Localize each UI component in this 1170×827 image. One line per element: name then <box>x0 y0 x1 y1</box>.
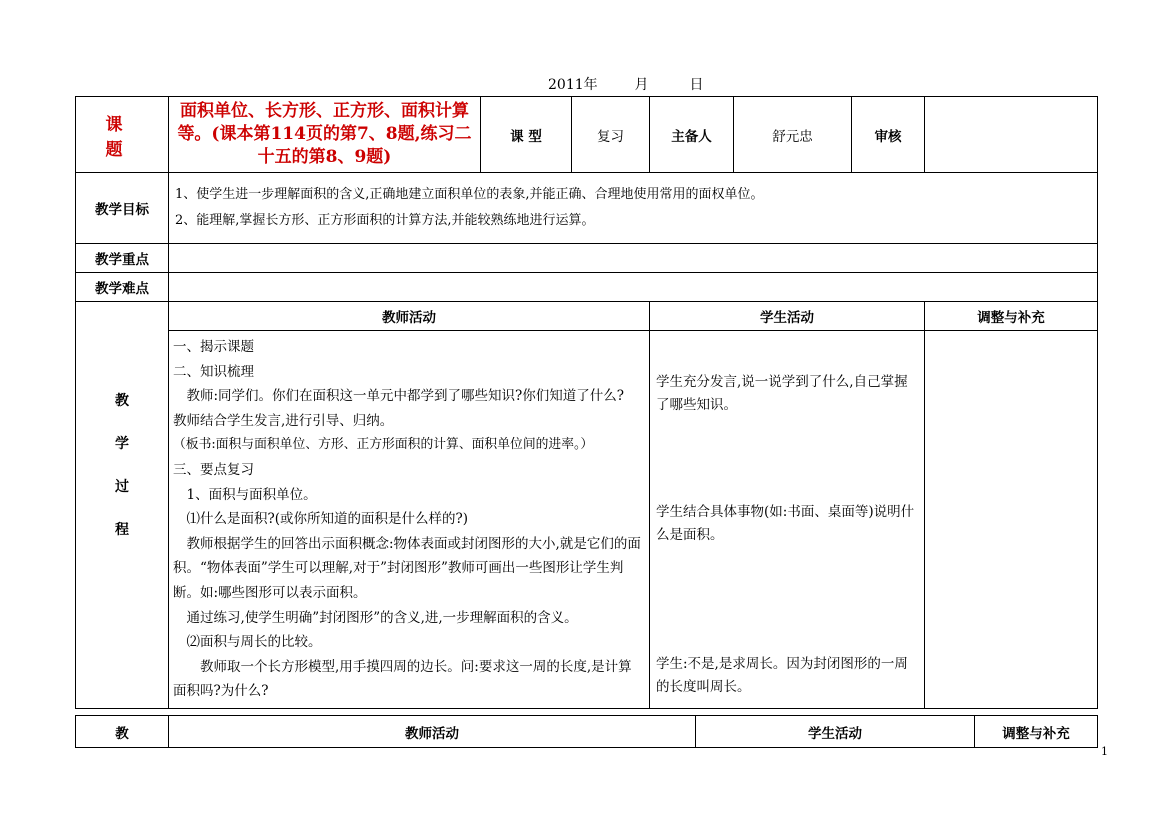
continuation-student-header: 学生活动 <box>696 716 975 748</box>
process-char: 教 <box>115 393 129 409</box>
student-activity-content <box>650 331 925 709</box>
process-char: 学 <box>115 436 129 452</box>
teacher-line: 1、面积与面积单位。 <box>173 486 317 503</box>
teacher-line: 通过练习,使学生明确”封闭图形”的含义,进,一步理解面积的含义。 <box>173 609 578 626</box>
date-day: 日 <box>689 77 704 93</box>
page-number: 1 <box>1101 745 1108 758</box>
process-header-row <box>76 302 1098 331</box>
process-side-label <box>76 302 169 709</box>
goals-content <box>169 173 1098 244</box>
student-activity-header: 学生活动 <box>650 302 925 331</box>
continuation-teacher-header: 教师活动 <box>169 716 696 748</box>
teacher-activity-header: 教师活动 <box>169 302 650 331</box>
teacher-line: 二、知识梳理 <box>173 363 254 380</box>
preparer-label: 主备人 <box>650 97 734 173</box>
continuation-adjust-header: 调整与补充 <box>975 716 1098 748</box>
teacher-line: 三、要点复习 <box>173 461 254 478</box>
lesson-label: 课 题 <box>76 97 169 173</box>
student-note: 学生:不是,是求周长。因为封闭图形的一周的长度叫周长。 <box>656 656 908 695</box>
info-row <box>76 97 1098 173</box>
process-content-row <box>76 331 1098 709</box>
review-value <box>925 97 1098 173</box>
date-year: 2011 <box>548 77 584 93</box>
teacher-line: 教师取一个长方形模型,用手摸四周的边长。问:要求这一周的长度,是计算面积吗?为什么? <box>173 658 632 700</box>
teacher-activity-content <box>169 331 650 709</box>
key-points-value <box>169 244 1098 273</box>
key-points-label: 教学重点 <box>76 244 169 273</box>
preparer-value: 舒元忠 <box>734 97 852 173</box>
student-note: 学生结合具体事物(如:书面、桌面等)说明什么是面积。 <box>656 504 915 543</box>
teacher-line: 教师根据学生的回答出示面积概念:物体表面或封闭图形的大小,就是它们的面积。“物体表面”学生可以理解,对于”封闭图形”教师可画出一些图形让学生判断。如:哪些图形可以表示面积。 <box>173 535 641 601</box>
continuation-table <box>75 715 1098 748</box>
difficulties-value <box>169 273 1098 302</box>
review-label: 审核 <box>852 97 925 173</box>
teacher-line: 教师:同学们。你们在面积这一单元中都学到了哪些知识?你们知道了什么? <box>173 388 625 405</box>
adjust-header: 调整与补充 <box>925 302 1098 331</box>
goal-item: 1、使学生进一步理解面积的含义,正确地建立面积单位的表象,并能正确、合理地使用常用的面权单位。 <box>175 187 764 202</box>
goals-label: 教学目标 <box>76 173 169 244</box>
continuation-side-char: 教 <box>76 716 169 748</box>
difficulties-label: 教学难点 <box>76 273 169 302</box>
teacher-line: （板书:面积与面积单位、方形、正方形面积的计算、面积单位间的进率。） <box>173 437 594 453</box>
teacher-line: ⑵面积与周长的比较。 <box>173 634 322 651</box>
date-month: 月 <box>634 77 649 93</box>
lesson-title: 面积单位、长方形、正方形、面积计算等。(课本第114页的第7、8题,练习二十五的第8、9题) <box>169 97 481 173</box>
key-points-row <box>76 244 1098 273</box>
continuation-header-row <box>76 716 1098 748</box>
goals-row <box>76 173 1098 244</box>
lesson-plan-table <box>75 96 1098 709</box>
teacher-line: 一、揭示课题 <box>173 339 254 355</box>
type-value: 复习 <box>572 97 650 173</box>
teacher-line: ⑴什么是面积?(或你所知道的面积是什么样的?) <box>173 511 469 528</box>
process-char: 程 <box>115 522 129 538</box>
date-line <box>548 74 703 94</box>
goal-item: 2、能理解,掌握长方形、正方形面积的计算方法,并能较熟练地进行运算。 <box>175 213 595 228</box>
student-note: 学生充分发言,说一说学到了什么,自己掌握了哪些知识。 <box>656 374 908 413</box>
process-char: 过 <box>115 479 129 495</box>
date-year-suffix: 年 <box>583 77 598 93</box>
difficulties-row <box>76 273 1098 302</box>
adjust-content <box>925 331 1098 709</box>
type-label: 课 型 <box>481 97 572 173</box>
teacher-line: 教师结合学生发言,进行引导、归纳。 <box>173 412 394 429</box>
